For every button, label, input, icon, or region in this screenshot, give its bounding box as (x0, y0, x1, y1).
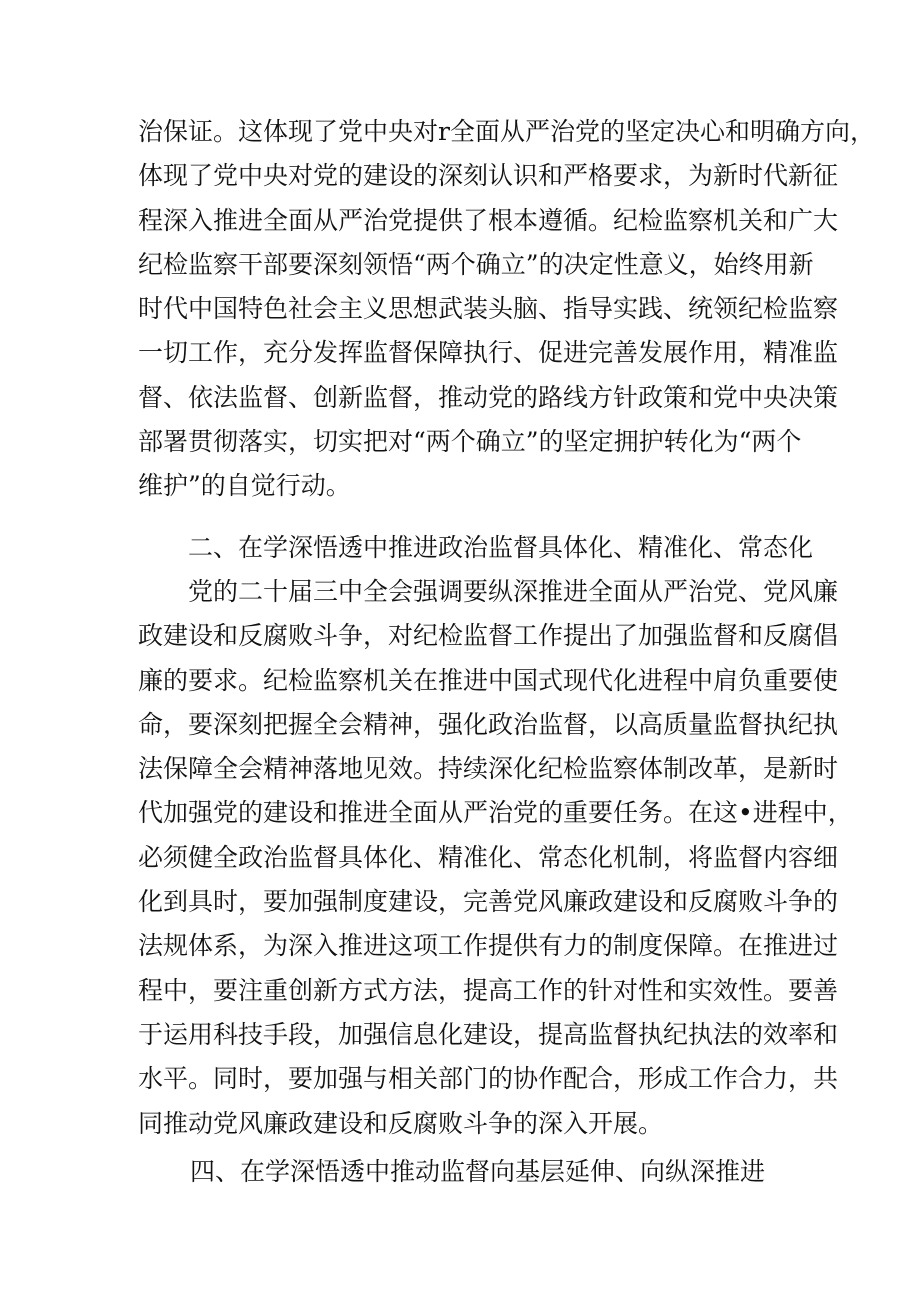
paragraph-line: 体现了党中央对党的建设的深刻认识和严格要求，为新时代新征 (138, 161, 839, 191)
paragraph-line: 代加强党的建设和推进全面从严治党的重要任务。在这•进程中， (138, 798, 853, 828)
paragraph-line: 于运用科技手段，加强信息化建设，提高监督执纪执法的效率和 (138, 1019, 839, 1049)
paragraph-line: 党的二十届三中全会强调要纵深推进全面从严治党、党风廉 (188, 577, 839, 606)
paragraph-2 (138, 570, 853, 1146)
paragraph-line: 化到具时，要加强制度建设，完善党风廉政建设和反腐败斗争的 (138, 887, 839, 917)
paragraph-line: 维护”的自觉行动。 (138, 471, 351, 501)
paragraph-line: 时代中国特色社会主义思想武装头脑、指导实践、统领纪检监察 (138, 294, 839, 324)
paragraph-line: 政建设和反腐败斗争，对纪检监督工作提出了加强监督和反腐倡 (138, 621, 839, 651)
paragraph-line: 程中，要注重创新方式方法，提高工作的针对性和实效性。要善 (138, 975, 839, 1005)
paragraph-line: 命，要深刻把握全会精神，强化政治监督，以高质量监督执纪执 (138, 709, 839, 739)
paragraph-line: 纪检监察干部要深刻领悟“两个确立”的决定性意义，始终用新 (138, 249, 814, 279)
paragraph-line: 法保障全会精神落地见效。持续深化纪检监察体制改革，是新时 (138, 754, 839, 784)
paragraph-line: 同推动党风廉政建设和反腐败斗争的深入开展。 (138, 1108, 664, 1138)
paragraph-line: 一切工作，充分发挥监督保障执行、促进完善发展作用，精准监 (138, 338, 839, 368)
paragraph-line: 法规体系，为深入推进这项工作提供有力的制度保障。在推进过 (138, 931, 839, 961)
paragraph-line: 程深入推进全面从严治党提供了根本遵循。纪检监察机关和广大 (138, 205, 839, 235)
section-heading-2 (188, 526, 814, 570)
paragraph-line: 廉的要求。纪检监察机关在推进中国式现代化进程中肩负重要使 (138, 665, 839, 695)
paragraph-line: 必须健全政治监督具体化、精准化、常态化机制，将监督内容细 (138, 842, 839, 872)
section-heading-text: 四、在学深悟透中推动监督向基层延伸、向纵深推进 (190, 1157, 766, 1186)
paragraph-line: 治保证。这体现了党中央对r全面从严治党的坚定决心和明确方向， (138, 117, 875, 146)
section-heading-text: 二、在学深悟透中推进政治监督具体化、精准化、常态化 (188, 533, 814, 562)
paragraph-1 (138, 110, 875, 509)
paragraph-line: 督、依法监督、创新监督，推动党的路线方针政策和党中央决策 (138, 382, 839, 412)
paragraph-line: 水平。同时，要加强与相关部门的协作配合，形成工作合力，共 (138, 1064, 839, 1094)
paragraph-line: 部署贯彻落实，切实把对“两个确立”的坚定拥护转化为“两个 (138, 427, 802, 457)
section-heading-4 (190, 1150, 790, 1194)
